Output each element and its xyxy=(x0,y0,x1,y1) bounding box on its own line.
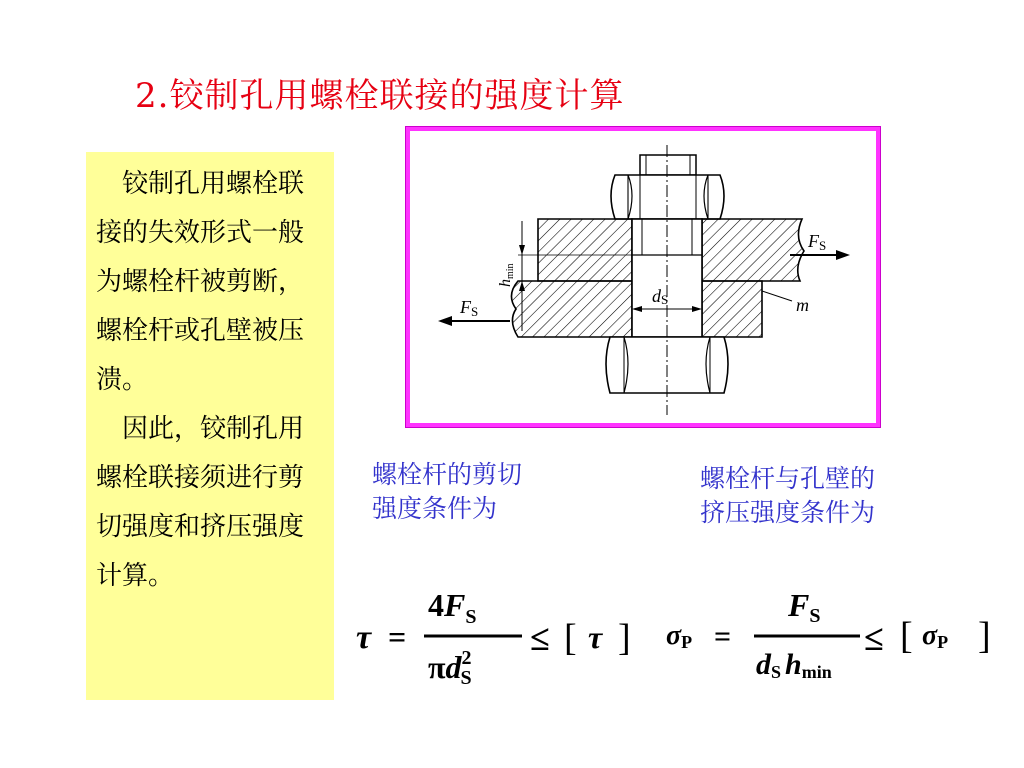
force-label-lower: FS xyxy=(460,297,479,319)
shear-leq: ≤ xyxy=(530,618,550,658)
shear-lhs: τ xyxy=(356,619,372,656)
slide-title: 2.铰制孔用螺栓联接的强度计算 xyxy=(135,76,625,116)
crush-rhs-left: [ xyxy=(900,615,913,657)
crush-rhs: σP xyxy=(922,620,949,652)
crush-leq: ≤ xyxy=(864,618,884,658)
shear-rhs-left: [ xyxy=(564,617,577,659)
crush-caption xyxy=(700,462,875,530)
crush-caption-line-1: 螺栓杆与孔壁的 xyxy=(700,464,876,493)
bolt-thread-end xyxy=(640,155,696,175)
shear-eq: = xyxy=(388,619,407,655)
crush-lhs: σP xyxy=(666,620,693,652)
explanation-paragraph-1: 铰制孔用螺栓联接的失效形式一般为螺栓杆被剪断，螺栓杆或孔壁被压溃。 xyxy=(96,169,305,395)
diameter-label: dS xyxy=(652,286,669,307)
crush-rhs-right: ] xyxy=(978,615,991,657)
explanation-paragraph-2: 因此，铰制孔用螺栓联接须进行剪切强度和挤压强度计算。 xyxy=(96,414,305,591)
lower-plate-left xyxy=(511,281,632,337)
contact-label: m xyxy=(796,295,809,315)
upper-plate-right xyxy=(702,219,804,281)
shear-caption-line-2: 强度条件为 xyxy=(372,494,498,523)
crush-denominator: dS hmin xyxy=(756,648,832,682)
bolt-joint-drawing xyxy=(410,131,876,423)
contact-leader xyxy=(762,291,792,301)
crush-caption-line-2: 挤压强度条件为 xyxy=(700,498,876,527)
lower-plate-right xyxy=(702,281,762,337)
shear-rhs-var: τ xyxy=(588,619,603,655)
shear-formula xyxy=(356,587,631,689)
crush-formula xyxy=(666,587,991,682)
explanation-text xyxy=(96,160,311,601)
crush-numerator: FS xyxy=(788,587,821,627)
upper-plate xyxy=(538,219,632,281)
shear-denominator: $\pi d^2$ S xyxy=(428,647,472,689)
shear-rhs-right: ] xyxy=(618,617,631,659)
shear-caption-line-1: 螺栓杆的剪切 xyxy=(372,460,523,489)
formulas xyxy=(352,582,1002,696)
shear-caption xyxy=(372,458,522,526)
shear-numerator: $4F_S$ xyxy=(428,587,477,628)
height-label: hmin xyxy=(497,263,516,287)
bolt-joint-figure xyxy=(406,127,880,427)
crush-eq: = xyxy=(714,620,732,653)
force-label-upper: FS xyxy=(808,231,827,253)
